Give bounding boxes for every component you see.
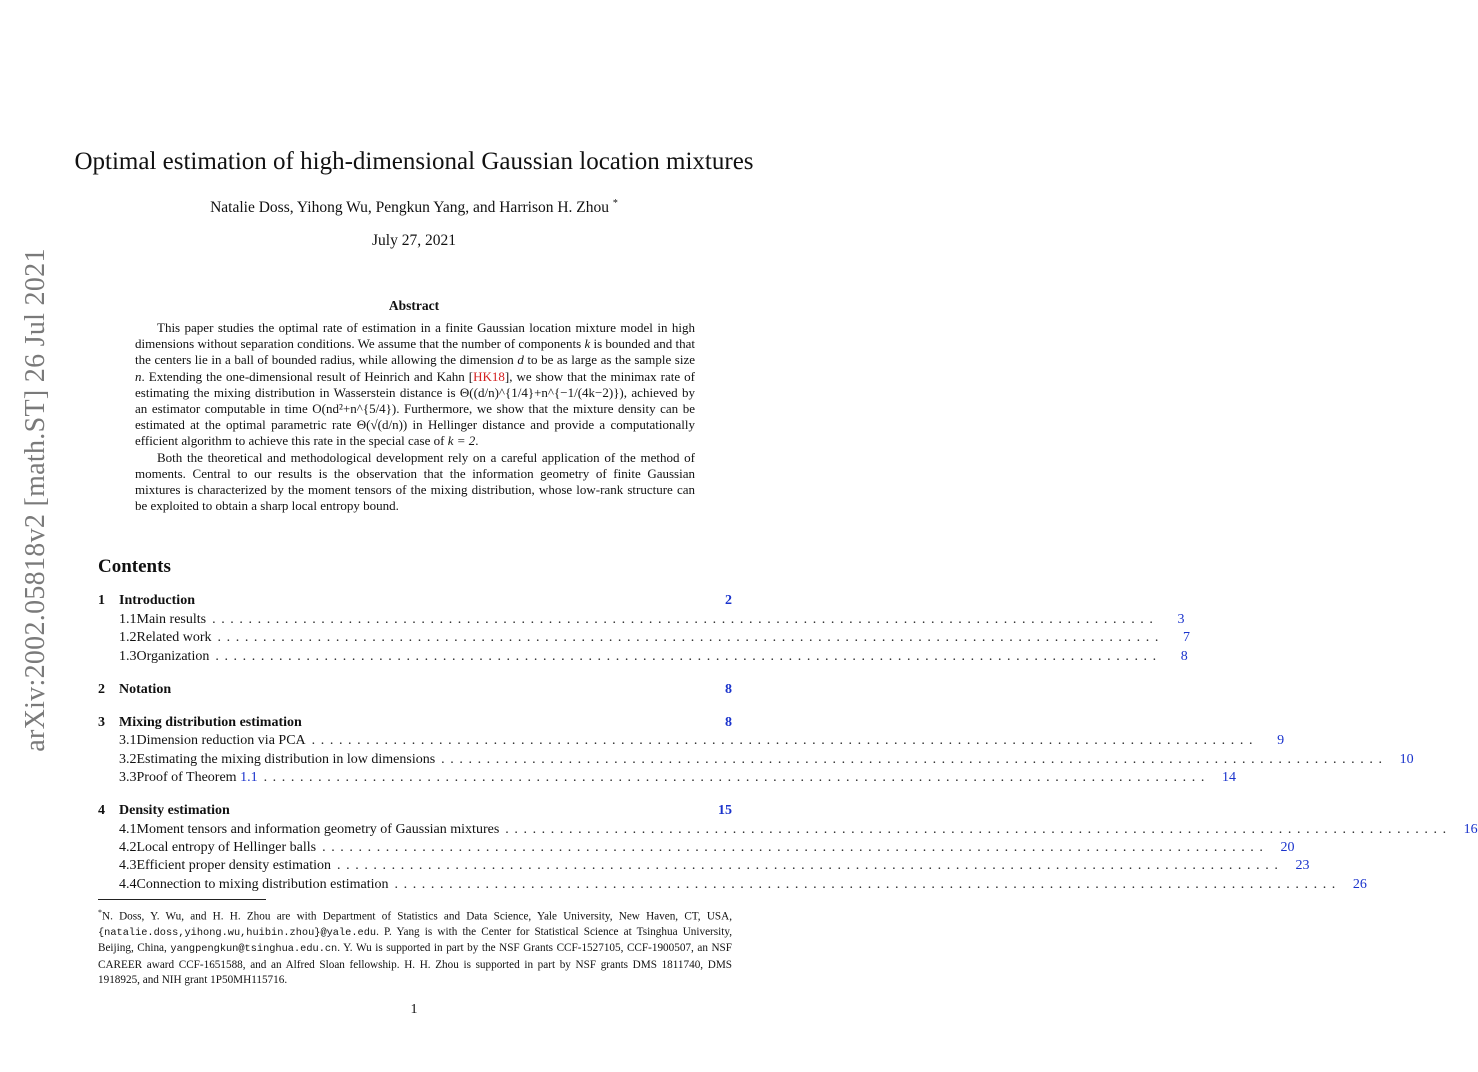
toc-subsection-4-1[interactable]: 4.1 Moment tensors and information geometry of Gaussian mixtures ........................................................................................................ 16 bbox=[119, 822, 1478, 837]
toc-page-link[interactable]: 26 bbox=[1352, 877, 1367, 892]
toc-page-link[interactable]: 15 bbox=[718, 803, 732, 818]
toc-subsection-3-2[interactable]: 3.2 Estimating the mixing distribution in low dimensions ........................................................................................................ 10 bbox=[119, 752, 1414, 767]
email-yale: {natalie.doss,yihong.wu,huibin.zhou}@yale.edu bbox=[98, 927, 377, 940]
toc-subsection-4-2[interactable]: 4.2 Local entropy of Hellinger balls ........................................................................................................ 20 bbox=[119, 840, 1295, 855]
math-param: Θ(√(d/n)) bbox=[356, 417, 408, 433]
email-tsinghua: yangpengkun@tsinghua.edu.cn bbox=[170, 943, 338, 956]
toc-page-link[interactable]: 3 bbox=[1177, 612, 1185, 627]
contents-heading: Contents bbox=[98, 556, 171, 577]
toc-page-link[interactable]: 8 bbox=[725, 682, 732, 697]
abstract-heading: Abstract bbox=[388, 298, 440, 313]
author-line bbox=[0, 198, 828, 217]
toc-section-3[interactable]: 3 Mixing distribution estimation 8 bbox=[98, 715, 732, 730]
toc-subsection-3-1[interactable]: 3.1 Dimension reduction via PCA ........................................................................................................ 9 bbox=[119, 733, 1285, 748]
toc-page-link[interactable]: 14 bbox=[1221, 770, 1236, 785]
toc-section-4[interactable]: 4 Density estimation 15 bbox=[98, 803, 732, 818]
page-number: 1 bbox=[410, 1002, 418, 1017]
arxiv-stamp-text: arXiv:2002.05818v2 [math.ST] 26 Jul 2021 bbox=[20, 248, 51, 752]
toc-page-link[interactable]: 16 bbox=[1463, 822, 1478, 837]
toc-page-link[interactable]: 8 bbox=[1180, 649, 1188, 664]
footnote: *N. Doss, Y. Wu, and H. H. Zhou are with Department of Statistics and Data Science, Yale University, New Haven, CT, USA, {natalie.doss,yihong.wu,huibin.zhou}@yale.edu. P. Yang is with the Center for Statistical Science at Tsinghua University, Beijing, China, yangpengkun@tsinghua.edu.cn. Y. Wu is supported in part by the NSF Grants CCF-1527105, CCF-1900507, an NSF CAREER award CCF-1651588, and an Alfred Sloan fellowship. H. H. Zhou is supported in part by NSF grants DMS 1811740, DMS 1918925, and NIH grant 1P50MH115716. bbox=[98, 908, 732, 986]
math-time: O(nd²+n^{5/4}) bbox=[312, 401, 397, 417]
toc-section-1[interactable]: 1 Introduction 2 bbox=[98, 593, 732, 608]
authors: Natalie Doss, Yihong Wu, Pengkun Yang, and Harrison H. Zhou bbox=[210, 199, 610, 217]
toc-subsection-1-3[interactable]: 1.3 Organization ........................................................................................................ 8 bbox=[119, 649, 1188, 664]
citation-link[interactable]: HK18 bbox=[473, 368, 505, 384]
math-k2: k = 2 bbox=[447, 433, 476, 449]
toc-section-2[interactable]: 2 Notation 8 bbox=[98, 682, 732, 697]
abstract-paragraph-1: This paper studies the optimal rate of estimation in a finite Gaussian location mixture model in high dimensions without separation conditions. We assume that the number of components k is bounded and that the centers lie in a ball of bounded radius, while allowing the dimension d to be as large as the sample size n. Extending the one-dimensional result of Heinrich and Kahn [HK18], we show that the minimax rate of estimating the mixing distribution in Wasserstein distance is Θ((d/n)^{1/4}+n^{−1/(4k−2)}), achieved by an estimator computable in time O(nd²+n^{5/4}). Furthermore, we show that the mixture density can be estimated at the optimal parametric rate Θ(√(d/n)) in Hellinger distance and provide a computationally efficient algorithm to achieve this rate in the special case of k = 2. bbox=[135, 320, 696, 449]
toc-page-link[interactable]: 2 bbox=[725, 593, 732, 608]
toc-subsection-3-3[interactable]: 3.3 Proof of Theorem 1.1 ........................................................................................................ 14 bbox=[119, 770, 1236, 785]
toc-subsection-4-4[interactable]: 4.4 Connection to mixing distribution estimation ........................................................................................................ 26 bbox=[119, 877, 1367, 892]
abstract-paragraph-2: Both the theoretical and methodological development rely on a careful application of the method of moments. Central to our results is the observation that the information geometry of finite Gaussian mixtures is characterized by the moment tensors of the mixing distribution, whose low-rank structure can be exploited to obtain a sharp local entropy bound. bbox=[135, 449, 695, 514]
paper-title: Optimal estimation of high-dimensional Gaussian location mixtures bbox=[74, 148, 754, 175]
toc-page-link[interactable]: 10 bbox=[1399, 752, 1414, 767]
author-footnote-mark: * bbox=[612, 198, 618, 209]
toc-subsection-1-1[interactable]: 1.1 Main results ........................................................................................................ 3 bbox=[119, 612, 1185, 627]
toc-subsection-4-3[interactable]: 4.3 Efficient proper density estimation ........................................................................................................ 23 bbox=[119, 858, 1310, 873]
footnote-rule bbox=[98, 899, 266, 900]
toc-page-link[interactable]: 23 bbox=[1295, 858, 1310, 873]
footnote-mark: * bbox=[98, 908, 102, 917]
toc-page-link[interactable]: 8 bbox=[725, 715, 732, 730]
toc-page-link[interactable]: 7 bbox=[1182, 630, 1190, 645]
theorem-ref-link[interactable]: 1.1 bbox=[240, 770, 258, 785]
date: July 27, 2021 bbox=[372, 232, 456, 249]
abstract bbox=[135, 320, 695, 514]
toc-subsection-1-2[interactable]: 1.2 Related work ........................................................................................................ 7 bbox=[119, 630, 1190, 645]
math-rate: Θ((d/n)^{1/4}+n^{−1/(4k−2)}) bbox=[459, 384, 624, 400]
toc-page-link[interactable]: 9 bbox=[1277, 733, 1285, 748]
arxiv-stamp bbox=[8, 180, 64, 820]
toc-page-link[interactable]: 20 bbox=[1280, 840, 1295, 855]
